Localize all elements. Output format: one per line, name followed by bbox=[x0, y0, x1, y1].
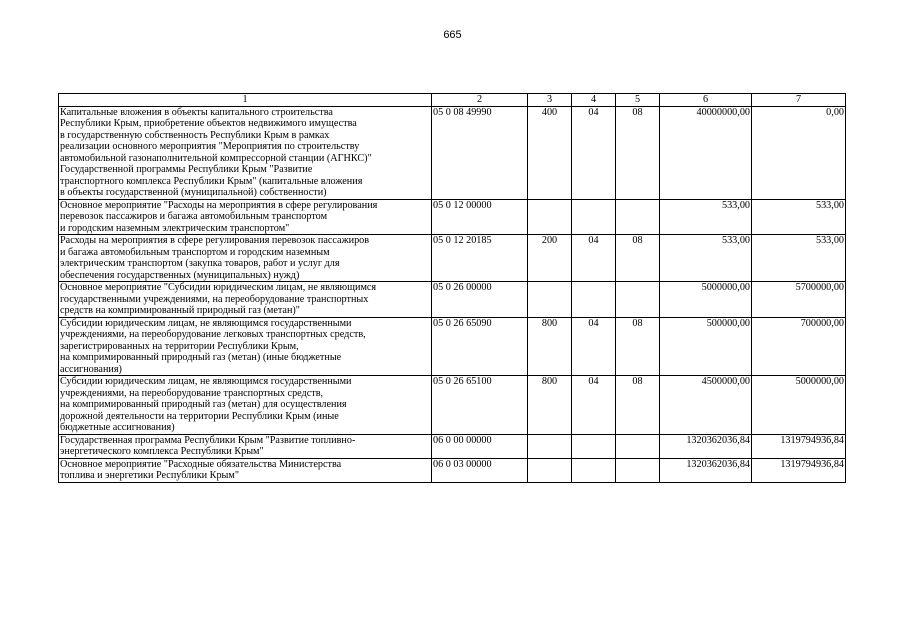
amount-year-2: 700000,00 bbox=[752, 317, 846, 376]
section-code: 04 bbox=[572, 376, 616, 435]
row-description: Основное мероприятие "Субсидии юридическим лицам, не являющимся государственными учреждениями, на переоборудование транспортных средств на компримированный природный газ (метан)" bbox=[59, 282, 432, 318]
row-description: Основное мероприятие "Расходные обязательства Министерства топлива и энергетики Республики Крым" bbox=[59, 458, 432, 482]
target-article-code: 05 0 12 20185 bbox=[432, 235, 528, 282]
table-row bbox=[59, 235, 846, 282]
subsection-code bbox=[616, 434, 660, 458]
table-row bbox=[59, 199, 846, 235]
target-article-code: 05 0 26 65100 bbox=[432, 376, 528, 435]
amount-year-2: 533,00 bbox=[752, 199, 846, 235]
page-number: 665 bbox=[443, 29, 462, 41]
row-description: Государственная программа Республики Крым "Развитие топливно- энергетического комплекса Республики Крым" bbox=[59, 434, 432, 458]
column-header: 2 bbox=[432, 94, 528, 107]
expense-type-code bbox=[528, 282, 572, 318]
subsection-code: 08 bbox=[616, 235, 660, 282]
section-code: 04 bbox=[572, 317, 616, 376]
amount-year-1: 1320362036,84 bbox=[660, 458, 752, 482]
amount-year-2: 1319794936,84 bbox=[752, 458, 846, 482]
expense-type-code bbox=[528, 434, 572, 458]
section-code bbox=[572, 282, 616, 318]
target-article-code: 05 0 12 00000 bbox=[432, 199, 528, 235]
section-code bbox=[572, 434, 616, 458]
amount-year-1: 4500000,00 bbox=[660, 376, 752, 435]
column-header: 4 bbox=[572, 94, 616, 107]
column-header: 6 bbox=[660, 94, 752, 107]
expense-type-code: 200 bbox=[528, 235, 572, 282]
amount-year-1: 533,00 bbox=[660, 199, 752, 235]
target-article-code: 05 0 26 65090 bbox=[432, 317, 528, 376]
subsection-code: 08 bbox=[616, 317, 660, 376]
amount-year-1: 533,00 bbox=[660, 235, 752, 282]
expense-type-code bbox=[528, 199, 572, 235]
row-description: Субсидии юридическим лицам, не являющимся государственными учреждениями, на переоборудование транспортных средств, на компримированный природный газ (метан) для осуществления дорожной деятельности на территории Республики Крым (иные бюджетные ассигнования) bbox=[59, 376, 432, 435]
target-article-code: 06 0 03 00000 bbox=[432, 458, 528, 482]
subsection-code bbox=[616, 282, 660, 318]
subsection-code bbox=[616, 458, 660, 482]
amount-year-2: 0,00 bbox=[752, 106, 846, 199]
amount-year-2: 5700000,00 bbox=[752, 282, 846, 318]
section-code bbox=[572, 199, 616, 235]
target-article-code: 05 0 26 00000 bbox=[432, 282, 528, 318]
table-row bbox=[59, 376, 846, 435]
subsection-code: 08 bbox=[616, 106, 660, 199]
subsection-code bbox=[616, 199, 660, 235]
expense-type-code: 800 bbox=[528, 376, 572, 435]
expense-type-code: 400 bbox=[528, 106, 572, 199]
target-article-code: 06 0 00 00000 bbox=[432, 434, 528, 458]
row-description: Капитальные вложения в объекты капитального строительства Республики Крым, приобретение объектов недвижимого имущества в государственную собственность Республики Крым в рамках реализации основного мероприятия "Мероприятия по строительству автомобильной газонаполнительной компрессорной станции (АГНКС)" Государственной программы Республики Крым "Развитие транспортного комплекса Республики Крым" (капитальные вложения в объекты государственной (муниципальной) собственности) bbox=[59, 106, 432, 199]
amount-year-1: 5000000,00 bbox=[660, 282, 752, 318]
column-header: 7 bbox=[752, 94, 846, 107]
row-description: Основное мероприятие "Расходы на мероприятия в сфере регулирования перевозок пассажиров и багажа автомобильным транспортом и городским наземным электрическим транспортом" bbox=[59, 199, 432, 235]
column-header: 5 bbox=[616, 94, 660, 107]
amount-year-2: 533,00 bbox=[752, 235, 846, 282]
section-code bbox=[572, 458, 616, 482]
row-description: Субсидии юридическим лицам, не являющимся государственными учреждениями, на переоборудование легковых транспортных средств, зарегистрированных на территории Республики Крым, на компримированный природный газ (метан) (иные бюджетные ассигнования) bbox=[59, 317, 432, 376]
table-row bbox=[59, 282, 846, 318]
section-code: 04 bbox=[572, 235, 616, 282]
column-number-row bbox=[59, 94, 846, 107]
amount-year-2: 1319794936,84 bbox=[752, 434, 846, 458]
table-row bbox=[59, 317, 846, 376]
expense-type-code bbox=[528, 458, 572, 482]
target-article-code: 05 0 08 49990 bbox=[432, 106, 528, 199]
amount-year-1: 1320362036,84 bbox=[660, 434, 752, 458]
column-header: 3 bbox=[528, 94, 572, 107]
section-code: 04 bbox=[572, 106, 616, 199]
table-row bbox=[59, 458, 846, 482]
amount-year-2: 5000000,00 bbox=[752, 376, 846, 435]
table-row bbox=[59, 434, 846, 458]
budget-table bbox=[58, 93, 846, 483]
amount-year-1: 40000000,00 bbox=[660, 106, 752, 199]
row-description: Расходы на мероприятия в сфере регулирования перевозок пассажиров и багажа автомобильным транспортом и городским наземным электрическим транспортом (закупка товаров, работ и услуг для обеспечения государственных (муниципальных) нужд) bbox=[59, 235, 432, 282]
subsection-code: 08 bbox=[616, 376, 660, 435]
table-row bbox=[59, 106, 846, 199]
column-header: 1 bbox=[59, 94, 432, 107]
expense-type-code: 800 bbox=[528, 317, 572, 376]
amount-year-1: 500000,00 bbox=[660, 317, 752, 376]
